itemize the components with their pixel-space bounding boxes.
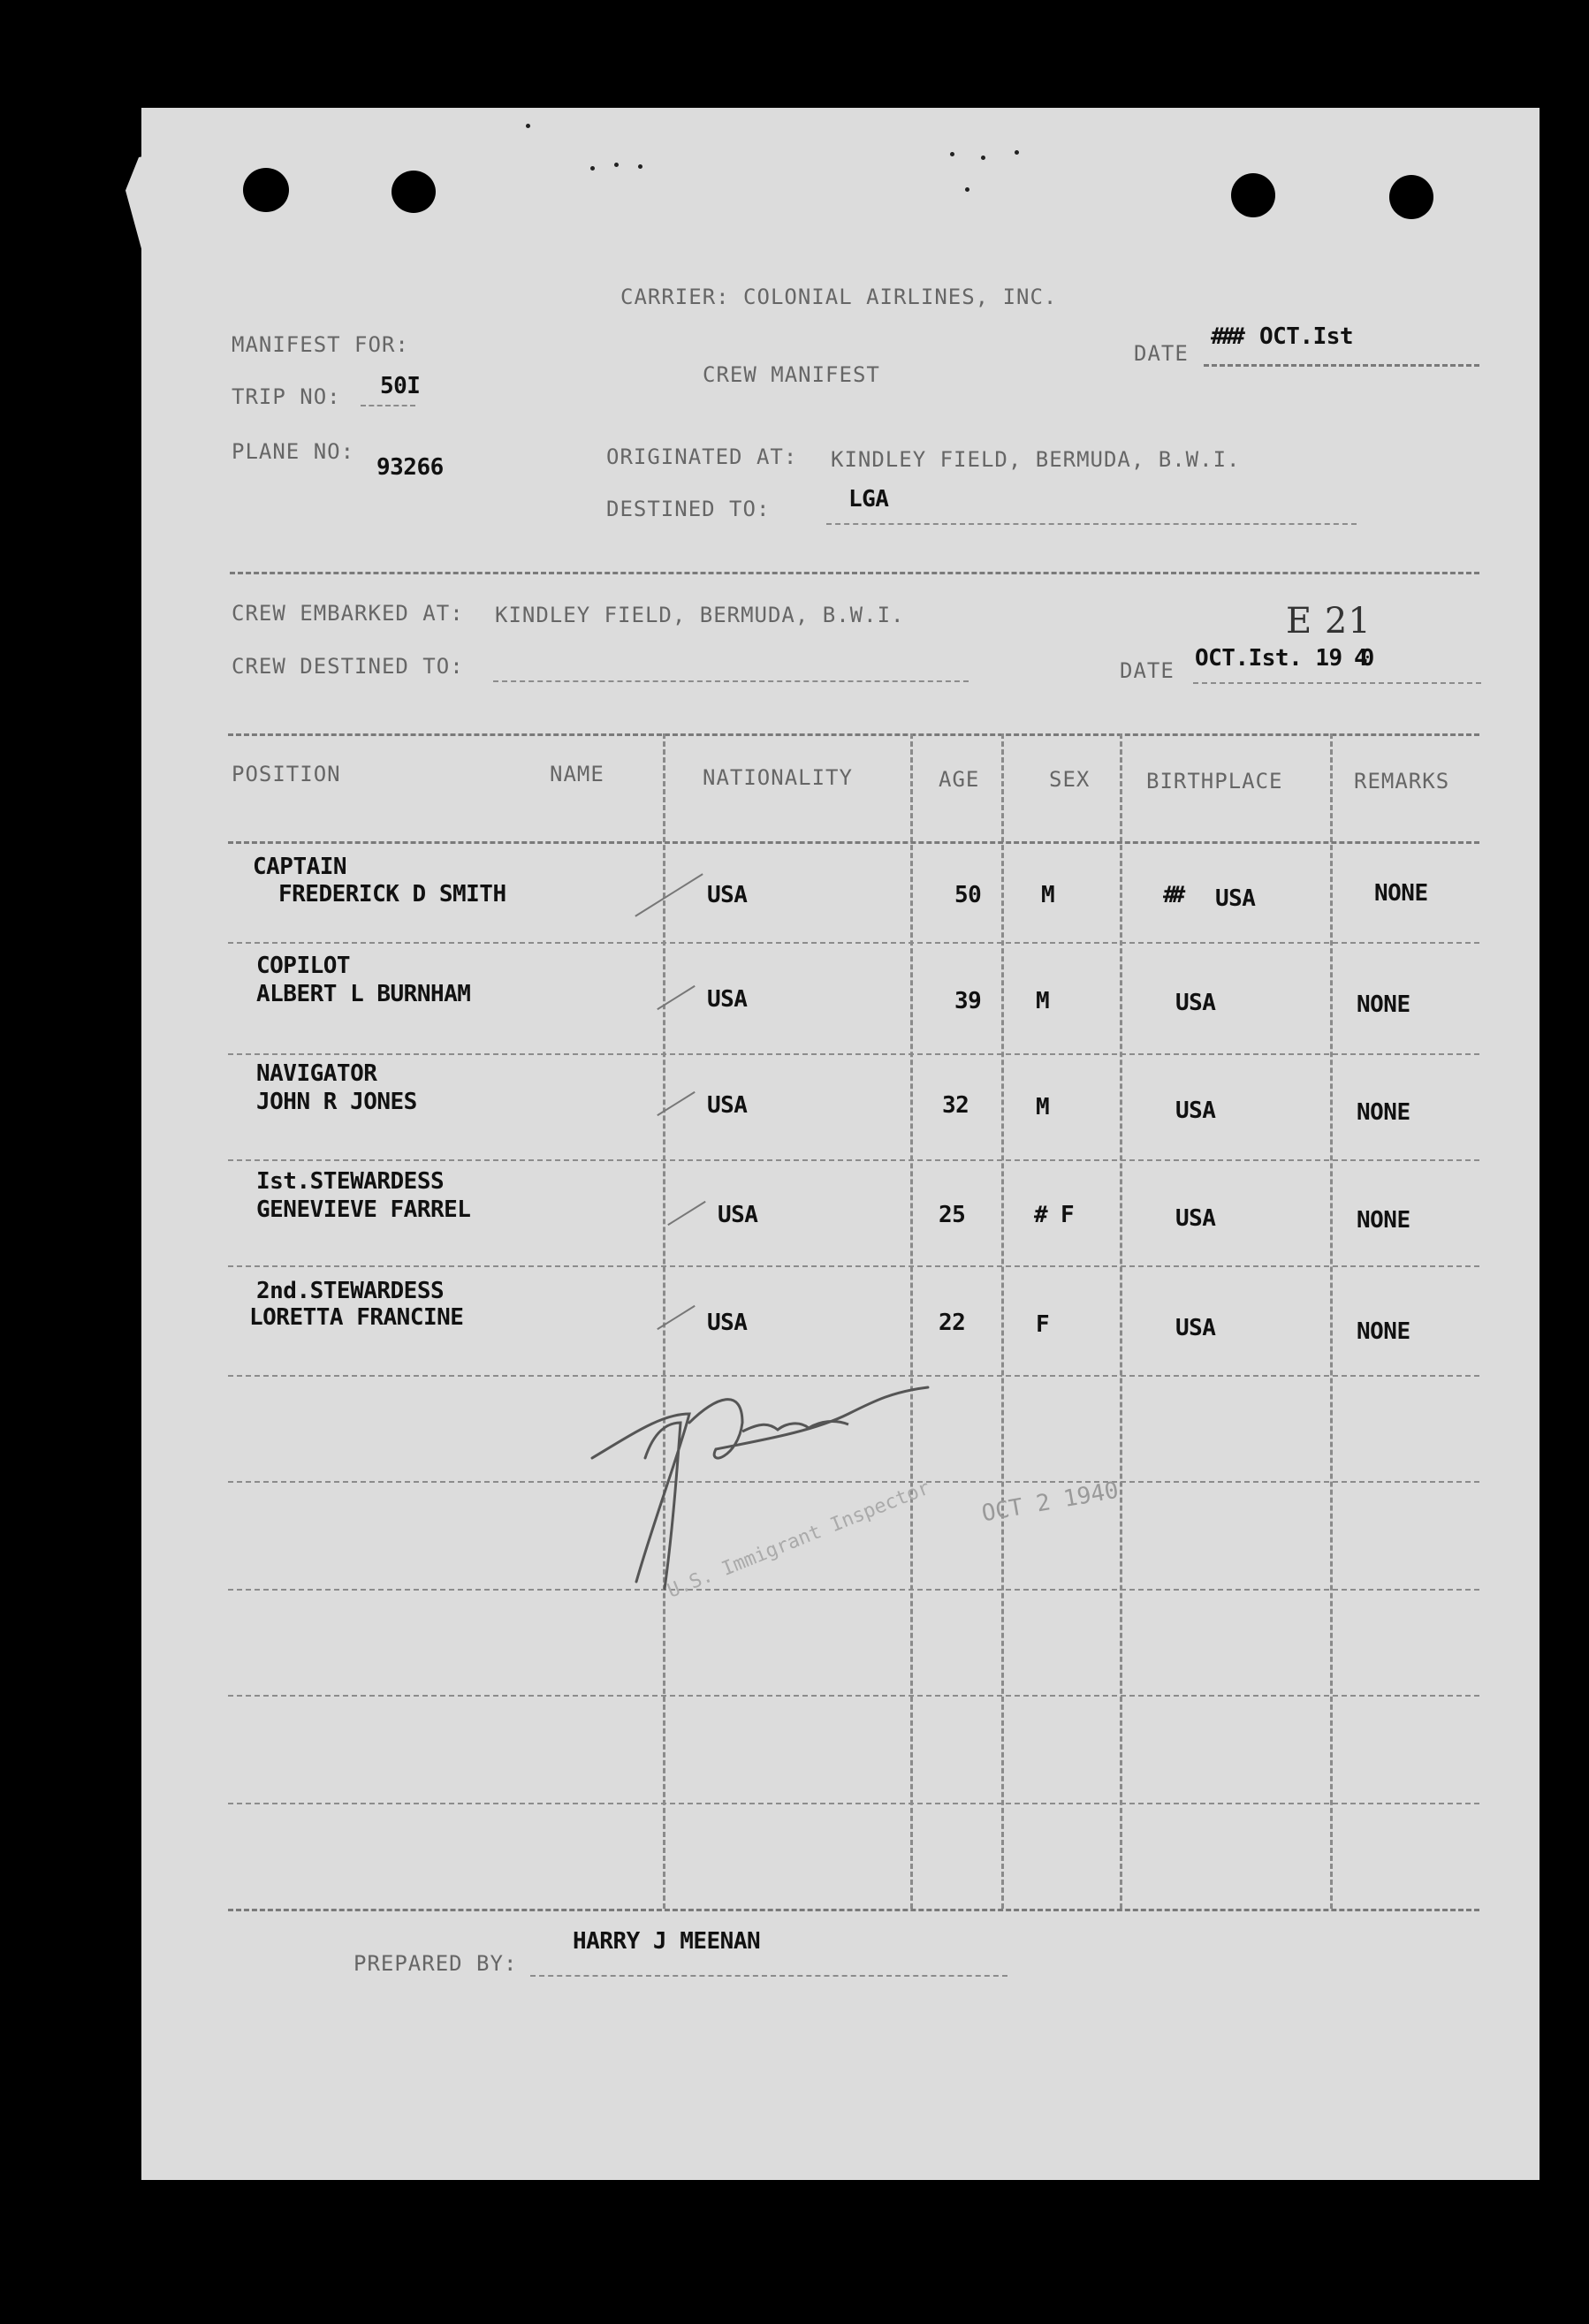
speck (965, 187, 969, 192)
date-label: DATE (1134, 341, 1189, 366)
row-nationality: USA (707, 1310, 748, 1336)
destined-label: DESTINED TO: (606, 497, 771, 521)
page-mark: E 21 (1286, 601, 1372, 642)
row-birthplace: USA (1175, 1315, 1216, 1341)
row-remarks: NONE (1357, 1318, 1410, 1345)
inspector-stamp: U.S. Immigrant Inspector (664, 1477, 933, 1603)
col-header-sex: SEX (1049, 767, 1091, 792)
row-name: ALBERT L BURNHAM (256, 981, 471, 1007)
birthplace-strike: ## (1163, 882, 1181, 908)
punch-hole (1389, 175, 1433, 219)
page-title: CREW MANIFEST (703, 362, 880, 387)
row-remarks: NONE (1357, 991, 1410, 1018)
row-border (228, 1803, 1479, 1804)
destined-underline (826, 523, 1357, 525)
stamp-date: OCT 2 1940 (979, 1477, 1121, 1528)
row-sex: F (1036, 1311, 1050, 1338)
row-sex: M (1041, 882, 1055, 908)
row-border (228, 1695, 1479, 1697)
date-value: OCT.Ist (1259, 323, 1354, 350)
sex-strike: # (1034, 1202, 1048, 1228)
crew-embarked-value: KINDLEY FIELD, BERMUDA, B.W.I. (495, 603, 905, 627)
speck (526, 124, 530, 128)
row-border (228, 1053, 1479, 1055)
row-birthplace: USA (1215, 885, 1256, 912)
row-name: LORETTA FRANCINE (249, 1304, 464, 1331)
row-border (228, 1265, 1479, 1267)
row-position: COPILOT (256, 953, 351, 979)
crew-destined-underline (493, 680, 969, 682)
punch-hole (243, 168, 289, 212)
row-nationality: USA (707, 986, 748, 1013)
date-strike: ### (1211, 323, 1242, 350)
col-header-position: POSITION (232, 762, 341, 786)
row-position: 2nd.STEWARDESS (256, 1278, 445, 1304)
punch-hole (392, 171, 436, 213)
row-age: 50 (954, 882, 982, 908)
trip-label: TRIP NO: (232, 384, 341, 409)
row-age: 22 (939, 1310, 966, 1336)
speck (981, 156, 985, 160)
carrier-line: CARRIER: COLONIAL AIRLINES, INC. (620, 285, 1058, 309)
originated-value: KINDLEY FIELD, BERMUDA, B.W.I. (831, 447, 1241, 472)
col-header-remarks: REMARKS (1354, 769, 1450, 794)
prepared-by-label: PREPARED BY: (354, 1951, 518, 1976)
row-age: 39 (954, 988, 982, 1014)
crew-embarked-label: CREW EMBARKED AT: (232, 601, 464, 626)
row-remarks: NONE (1357, 1207, 1410, 1234)
row-nationality: USA (707, 1092, 748, 1119)
row-birthplace: USA (1175, 1097, 1216, 1124)
punch-hole (1231, 173, 1275, 217)
row-nationality: USA (718, 1202, 758, 1228)
row-remarks: NONE (1374, 880, 1428, 907)
column-divider (1001, 733, 1004, 1909)
col-header-nationality: NATIONALITY (703, 765, 853, 790)
row-sex: M (1036, 988, 1050, 1014)
row-sex: F (1061, 1202, 1075, 1228)
column-divider (1120, 733, 1122, 1909)
destined-value: LGA (848, 486, 889, 513)
row-remarks: NONE (1357, 1099, 1410, 1126)
crew-date-overstrike: 40 (1354, 645, 1368, 672)
trip-value: 50I (380, 373, 421, 399)
row-name: GENEVIEVE FARREL (256, 1196, 471, 1223)
col-header-birthplace: BIRTHPLACE (1146, 769, 1283, 794)
prepared-underline (530, 1975, 1007, 1977)
plane-value: 93266 (376, 454, 444, 481)
inspector-signature (583, 1361, 954, 1608)
row-age: 25 (939, 1202, 966, 1228)
row-position: Ist.STEWARDESS (256, 1168, 445, 1195)
speck (590, 166, 595, 171)
speck (1015, 150, 1019, 155)
table-bottom-border (228, 1909, 1479, 1911)
crew-date-underline (1193, 682, 1481, 684)
table-top-border (228, 733, 1479, 736)
originated-label: ORIGINATED AT: (606, 444, 798, 469)
column-divider (910, 733, 913, 1909)
row-sex: M (1036, 1094, 1050, 1120)
row-border (228, 1159, 1479, 1161)
crew-date-label: DATE (1120, 658, 1175, 683)
crew-date-value: OCT.Ist. 19 (1195, 645, 1342, 672)
row-border (228, 942, 1479, 944)
manifest-for-label: MANIFEST FOR: (232, 332, 409, 357)
prepared-by-value: HARRY J MEENAN (573, 1928, 761, 1955)
row-age: 32 (942, 1092, 969, 1119)
speck (614, 163, 619, 167)
row-birthplace: USA (1175, 990, 1216, 1016)
row-name: JOHN R JONES (256, 1089, 417, 1115)
row-name: FREDERICK D SMITH (278, 881, 506, 908)
trip-underline (361, 405, 415, 406)
row-birthplace: USA (1175, 1205, 1216, 1232)
row-position: CAPTAIN (253, 854, 347, 880)
column-divider (663, 733, 665, 1909)
plane-label: PLANE NO: (232, 439, 355, 464)
row-position: NAVIGATOR (256, 1060, 377, 1087)
header-divider (230, 572, 1479, 574)
crew-destined-label: CREW DESTINED TO: (232, 654, 464, 679)
header-row-border (228, 841, 1479, 844)
speck (950, 152, 954, 156)
row-nationality: USA (707, 882, 748, 908)
column-divider (1330, 733, 1333, 1909)
col-header-age: AGE (939, 767, 980, 792)
speck (638, 164, 642, 169)
date-underline (1204, 364, 1479, 367)
col-header-name: NAME (550, 762, 604, 786)
